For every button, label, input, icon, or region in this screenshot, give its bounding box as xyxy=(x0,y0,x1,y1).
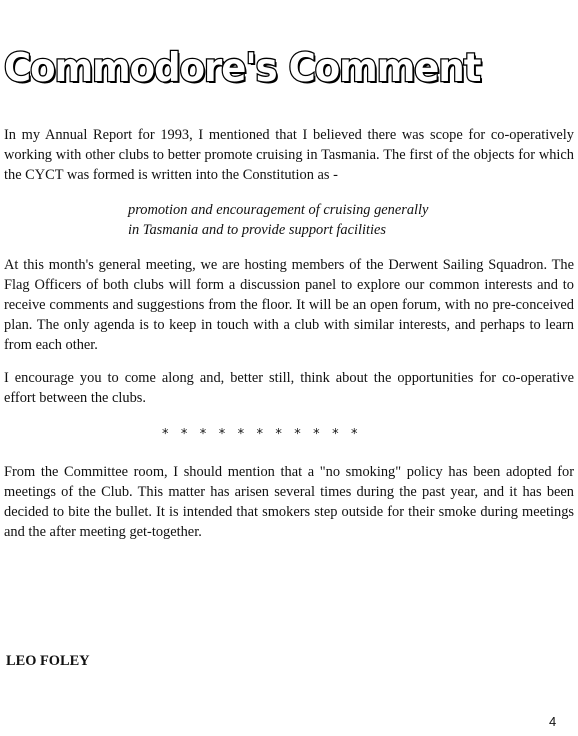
paragraph-general-meeting: At this month's general meeting, we are hosting members of the Derwent Sailing Squadron. The Flag Officers of both clubs will form a discussion panel to explore our common interests and to receive comments and suggestions from the floor. It will be an open forum, with no pre-conceived plan. The only agenda is to keep in touch with a club with similar interests, and perhaps to learn from each other. xyxy=(4,257,574,353)
quote-line-2: in Tasmania and to provide support facilities xyxy=(128,222,386,238)
section-separator: * * * * * * * * * * * xyxy=(162,427,358,442)
paragraph-annual-report: In my Annual Report for 1993, I mentioned that I believed there was scope for co-operatively working with other clubs to better promote cruising in Tasmania. The first of the objects for which the CYCT was formed is written into the Constitution as - xyxy=(4,127,574,183)
page-number: 4 xyxy=(549,714,557,729)
quote-line-1: promotion and encouragement of cruising generally xyxy=(128,202,429,218)
paragraph-no-smoking: From the Committee room, I should mention that a "no smoking" policy has been adopted for meetings of the Club. This matter has arisen several times during the past year, and it has been decided to bite the bullet. It is intended that smokers step outside for their smoke during meetings and the after meeting get-together. xyxy=(4,464,574,540)
constitution-quote xyxy=(128,200,488,240)
page-title: Commodore's Comment xyxy=(4,45,481,91)
paragraph-encourage: I encourage you to come along and, better still, think about the opportunities for co-operative effort between the clubs. xyxy=(4,370,574,406)
author-signature: LEO FOLEY xyxy=(6,653,90,669)
